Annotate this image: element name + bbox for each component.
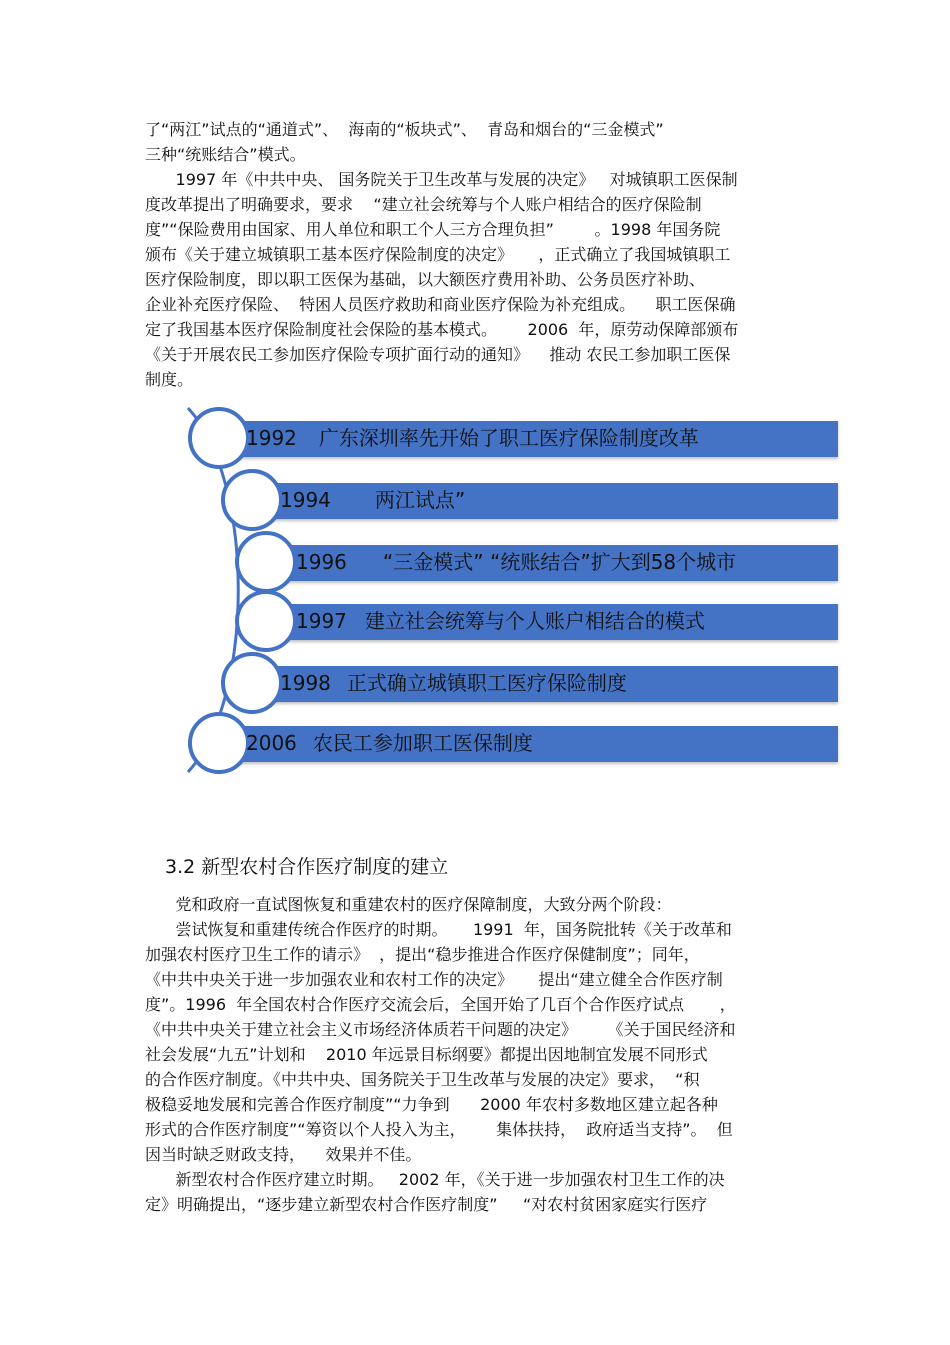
text-line: 定了我国基本医疗保险制度社会保险的基本模式。 2006 年，原劳动保障部颁布	[145, 320, 739, 339]
timeline-label: 正式确立城镇职工医疗保险制度	[346, 671, 627, 695]
timeline-year: 1992	[246, 426, 297, 450]
text-line: 度”“保险费用由国家、用人单位和职工个人三方合理负担” 。1998 年国务院	[145, 220, 721, 239]
timeline-label: 两江试点”	[374, 488, 466, 512]
section-heading: 3.2 新型农村合作医疗制度的建立	[165, 856, 449, 878]
timeline-label: 农民工参加职工医保制度	[312, 731, 533, 755]
text-line: 企业补充医疗保险、 特困人员医疗救助和商业医疗保险为补充组成。 职工医保确	[145, 295, 736, 314]
text-line: 新型农村合作医疗建立时期。 2002 年，《关于进一步加强农村卫生工作的决	[145, 1170, 725, 1189]
text-line: 尝试恢复和重建传统合作医疗的时期。 1991 年，国务院批转《关于改革和	[145, 920, 732, 939]
timeline-year: 1996	[296, 550, 347, 574]
text-line: 度改革提出了明确要求，要求 “建立社会统筹与个人账户相结合的医疗保险制	[145, 195, 702, 214]
text-line: 医疗保险制度，即以职工医保为基础，以大额医疗费用补助、公务员医疗补助、	[145, 270, 706, 289]
timeline-entry-1998	[280, 665, 627, 701]
text-line: 《中共中央关于进一步加强农业和农村工作的决定》 提出“建立健全合作医疗制	[145, 970, 723, 989]
text-line: 颁布《关于建立城镇职工基本医疗保险制度的决定》 ，正式确立了我国城镇职工	[145, 245, 731, 264]
text-line: 1997 年《中共中央、 国务院关于卫生改革与发展的决定》 对城镇职工医保制	[145, 170, 738, 189]
timeline-node	[235, 590, 297, 652]
timeline-label: 广东深圳率先开始了职工医疗保险制度改革	[318, 426, 699, 450]
timeline-entry-2006	[246, 725, 533, 761]
text-line: 了“两江”试点的“通道式”、 海南的“板块式”、 青岛和烟台的“三金模式”	[145, 120, 664, 139]
timeline-year: 1998	[280, 671, 331, 695]
timeline-node	[221, 652, 283, 714]
timeline-node	[188, 712, 250, 774]
timeline-year: 1997	[296, 609, 347, 633]
text-line: 社会发展“九五”计划和 2010 年远景目标纲要》都提出因地制宜发展不同形式	[145, 1045, 708, 1064]
text-line: 《关于开展农民工参加医疗保险专项扩面行动的通知》 推动 农民工参加职工医保	[145, 345, 731, 364]
timeline-year: 2006	[246, 731, 297, 755]
text-line: 度”。1996 年全国农村合作医疗交流会后，全国开始了几百个合作医疗试点 ，	[145, 995, 736, 1014]
text-line: 党和政府一直试图恢复和重建农村的医疗保障制度，大致分两个阶段：	[145, 895, 672, 914]
text-line: 形式的合作医疗制度”“筹资以个人投入为主， 集体扶持， 政府适当支持”。 但	[145, 1120, 733, 1139]
text-line: 《中共中央关于建立社会主义市场经济体质若干问题的决定》 《关于国民经济和	[145, 1020, 736, 1039]
timeline-node	[188, 407, 250, 469]
timeline-node	[221, 469, 283, 531]
timeline-node	[235, 531, 297, 593]
timeline-entry-1997	[296, 603, 705, 639]
timeline-entry-1992	[246, 420, 699, 456]
text-line: 的合作医疗制度。《中共中央、国务院关于卫生改革与发展的决定》要求， “积	[145, 1070, 700, 1089]
timeline-label: 建立社会统筹与个人账户相结合的模式	[364, 609, 705, 633]
text-line: 因当时缺乏财政支持， 效果并不佳。	[145, 1145, 422, 1164]
timeline-entry-1996	[296, 544, 736, 580]
text-line: 定》明确提出，“逐步建立新型农村合作医疗制度” “对农村贫困家庭实行医疗	[145, 1195, 708, 1214]
text-line: 加强农村医疗卫生工作的请示》 ，提出“稳步推进合作医疗保健制度”；同年，	[145, 945, 700, 964]
text-line: 极稳妥地发展和完善合作医疗制度”“力争到 2000 年农村多数地区建立起各种	[145, 1095, 718, 1114]
text-line: 制度。	[145, 370, 194, 389]
text-line: 三种“统账结合”模式。	[145, 145, 306, 164]
timeline-label: “三金模式” “统账结合”扩大到58个城市	[382, 550, 737, 574]
timeline-year: 1994	[280, 488, 331, 512]
paragraph-urban-medical-insurance	[145, 117, 810, 392]
timeline-entry-1994	[280, 482, 465, 518]
paragraph-rural-cooperative-medical	[145, 892, 810, 1217]
